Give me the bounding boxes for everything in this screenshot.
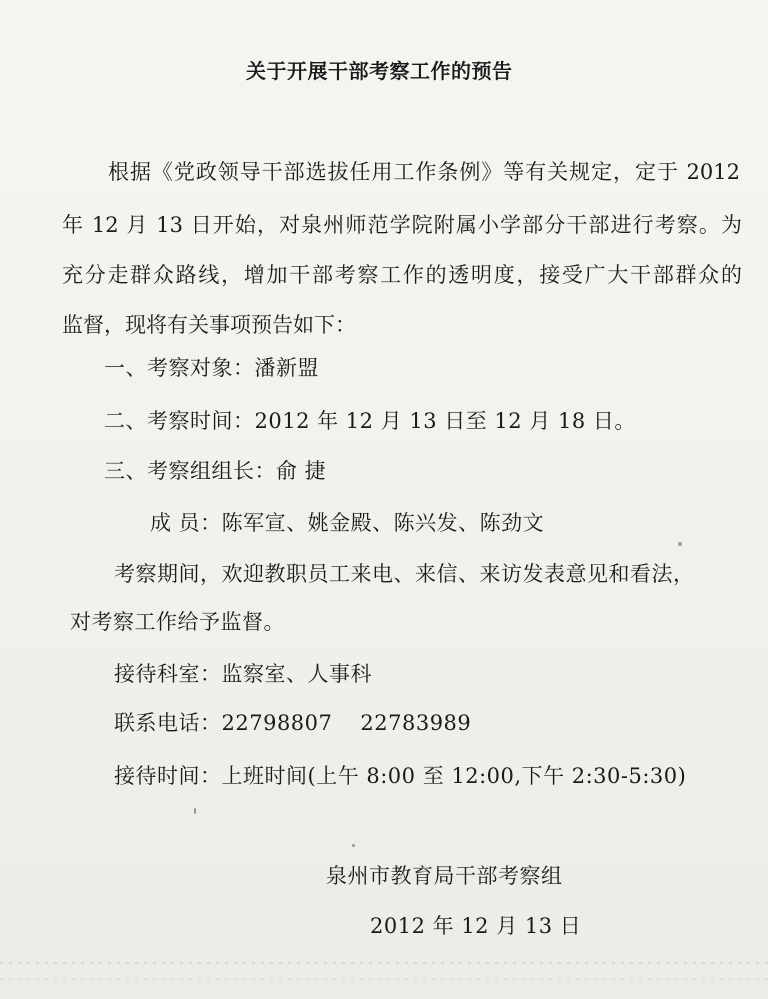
signature-date: 2012 年 12 月 13 日 bbox=[370, 914, 582, 938]
contact-hours: 接待时间：上班时间(上午 8:00 至 12:00,下午 2:30-5:30) bbox=[114, 764, 687, 788]
paragraph-line-2: 年 12 月 13 日开始，对泉州师范学院附属小学部分干部进行考察。为 bbox=[62, 213, 742, 237]
item-time: 二、考察时间：2012 年 12 月 13 日至 12 月 18 日。 bbox=[104, 409, 636, 433]
scan-speck bbox=[678, 542, 682, 546]
scan-speck bbox=[194, 808, 196, 814]
contact-phone-label: 联系电话： bbox=[114, 711, 222, 735]
contact-phone-2: 22783989 bbox=[360, 711, 472, 735]
scan-noise bbox=[0, 962, 768, 964]
paragraph-line-4: 监督，现将有关事项预告如下： bbox=[62, 313, 356, 337]
scan-speck bbox=[352, 844, 355, 847]
paragraph-line-3: 充分走群众路线，增加干部考察工作的透明度，接受广大干部群众的 bbox=[62, 263, 742, 287]
signature-org: 泉州市教育局干部考察组 bbox=[326, 864, 563, 888]
contact-office: 接待科室：监察室、人事科 bbox=[114, 662, 372, 686]
contact-phone-1: 22798807 bbox=[221, 711, 333, 735]
scan-noise bbox=[0, 978, 768, 980]
item-members: 成 员：陈军宣、姚金殿、陈兴发、陈劲文 bbox=[150, 511, 545, 535]
item-leader: 三、考察组组长：俞 捷 bbox=[104, 459, 327, 483]
document-title: 关于开展干部考察工作的预告 bbox=[246, 59, 513, 83]
welcome-line-2: 对考察工作给予监督。 bbox=[70, 610, 285, 634]
item-object: 一、考察对象：潘新盟 bbox=[104, 356, 319, 380]
paragraph-line-1: 根据《党政领导干部选拔任用工作条例》等有关规定，定于 2012 bbox=[108, 160, 740, 184]
welcome-line-1: 考察期间，欢迎教职员工来电、来信、来访发表意见和看法， bbox=[114, 562, 695, 586]
contact-phone bbox=[114, 709, 471, 737]
